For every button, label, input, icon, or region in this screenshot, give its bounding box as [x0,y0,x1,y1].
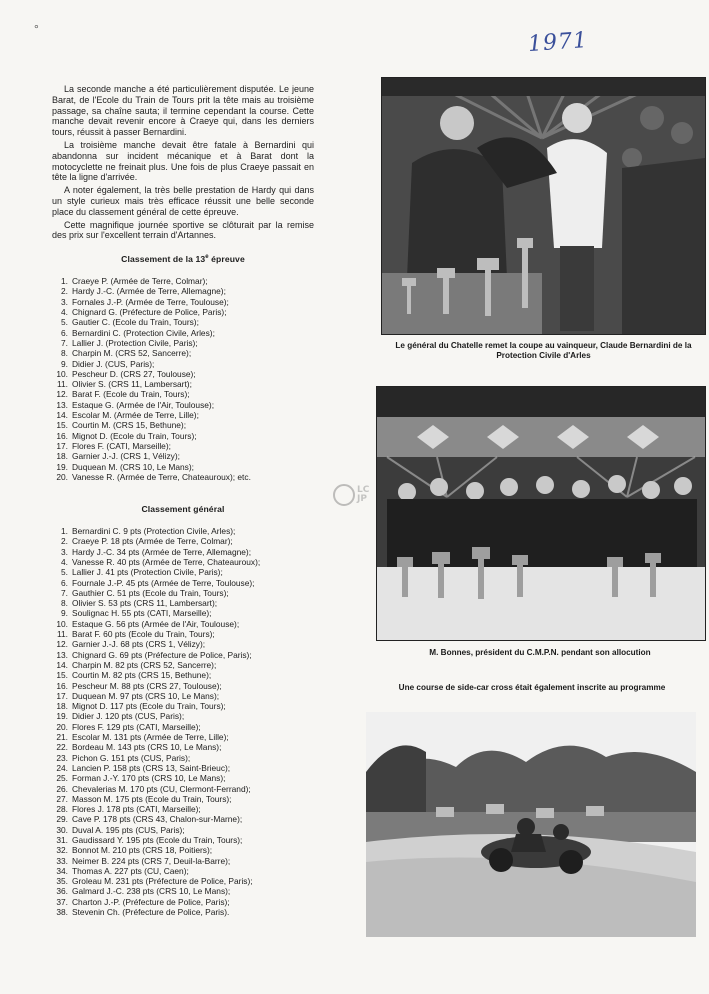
stage-ranking-entry [52,420,314,430]
stage-ranking-entry-text: Fornales J.-P. (Armée de Terre, Toulouse); [72,296,229,307]
general-ranking-entry [52,825,314,835]
general-ranking-rank-number: 25. [56,773,68,784]
general-ranking-entry-text: Neimer B. 224 pts (CRS 7, Deuil-la-Barre); [72,855,231,866]
general-ranking-rank-number: 18. [56,701,68,712]
stage-ranking-rank-number: 5. [61,317,68,328]
intro-paragraph: La seconde manche a été particulièrement disputée. Le jeune Barat, de l'Ecole du Train de Tours prit la tête mais au troisième passage, sa chaîne sauta; il termine cependant la course. Cette manche devait revenir encore à Craeye qui, dans les derniers tours, réussit à passer Bernardini. [52,84,314,138]
general-ranking-entry [52,660,314,670]
general-ranking-rank-number: 5. [61,567,68,578]
general-ranking-entry [52,629,314,639]
stage-ranking-entry-text: Mignot D. (Ecole du Train, Tours); [72,430,197,441]
general-ranking-rank-number: 20. [56,721,68,732]
general-ranking-entry [52,536,314,546]
faded-stamp [333,480,373,510]
general-ranking-entry-text: Groleau M. 231 pts (Préfecture de Police, Paris); [72,876,253,887]
general-ranking-rank-number: 37. [56,896,68,907]
general-ranking-entry-text: Stevenin Ch. (Préfecture de Police, Paris). [72,907,230,918]
intro-paragraph: A noter également, la très belle prestation de Hardy qui dans un style curieux mais très efficace réussit une belle seconde place du classement général de cette épreuve. [52,185,314,217]
stage-ranking-entry-text: Courtin M. (CRS 15, Bethune); [72,420,187,431]
general-ranking-entry-text: Lancien P. 158 pts (CRS 13, Saint-Brieuc); [72,762,231,773]
stage-ranking-entry [52,317,314,327]
general-ranking-rank-number: 3. [61,546,68,557]
intro-paragraph: Cette magnifique journée sportive se clôturait par la remise des prix sur l'excellent terrain d'Artannes. [52,219,314,241]
sidecar-race-photo [366,712,696,937]
stage-ranking-rank-number: 16. [56,430,68,441]
stage-ranking-entry [52,410,314,420]
general-ranking-entry [52,856,314,866]
general-ranking-rank-number: 21. [56,732,68,743]
general-ranking-rank-number: 4. [61,556,68,567]
stage-ranking-entry-text: Hardy J.-C. (Armée de Terre, Allemagne); [72,286,226,297]
general-ranking-entry-text: Fournale J.-P. 45 pts (Armée de Terre, Toulouse); [72,577,255,588]
general-ranking-entry-text: Flores F. 129 pts (CATI, Marseille); [72,721,201,732]
general-ranking-rank-number: 1. [61,526,68,537]
general-ranking-rank-number: 17. [56,690,68,701]
general-ranking-rank-number: 13. [56,649,68,660]
stage-ranking-entry-text: Barat F. (Ecole du Train, Tours); [72,389,190,400]
general-ranking-entry [52,711,314,721]
general-ranking-entry [52,619,314,629]
general-ranking-entry-text: Escolar M. 131 pts (Armée de Terre, Lille); [72,732,229,743]
general-ranking-entry [52,814,314,824]
general-ranking-entry-text: Duquean M. 97 pts (CRS 10, Le Mans); [72,690,220,701]
general-ranking-entry-text: Cave P. 178 pts (CRS 43, Chalon-sur-Marne); [72,814,243,825]
general-ranking-rank-number: 23. [56,752,68,763]
general-ranking-rank-number: 38. [56,907,68,918]
general-ranking-entry-text: Duval A. 195 pts (CUS, Paris); [72,824,185,835]
general-ranking-entry [52,784,314,794]
stage-ranking-entry-text: Bernardini C. (Protection Civile, Arles); [72,327,215,338]
stage-ranking-entry [52,328,314,338]
general-ranking-entry [52,670,314,680]
general-ranking-entry [52,876,314,886]
general-ranking-entry-text: Barat F. 60 pts (Ecole du Train, Tours); [72,629,215,640]
general-ranking-entry [52,742,314,752]
stage-ranking-list [52,276,314,482]
general-ranking-rank-number: 36. [56,886,68,897]
general-ranking-entry [52,886,314,896]
stage-ranking-rank-number: 19. [56,461,68,472]
stage-ranking-rank-number: 8. [61,348,68,359]
trophy-photo-caption: Le général du Chatelle remet la coupe au vainqueur, Claude Bernardini de la Protection Civile d'Arles [395,341,692,360]
stage-ranking-entry-text: Charpin M. (CRS 52, Sancerre); [72,348,192,359]
stage-ranking-entry [52,400,314,410]
general-ranking-entry [52,547,314,557]
stage-ranking-entry [52,338,314,348]
stage-ranking-rank-number: 13. [56,399,68,410]
general-ranking-entry [52,691,314,701]
general-ranking-rank-number: 22. [56,742,68,753]
general-ranking-entry [52,804,314,814]
general-ranking-rank-number: 34. [56,865,68,876]
stage-ranking-entry-text: Garnier J.-J. (CRS 1, Vélizy); [72,451,180,462]
stage-ranking-entry-text: Lallier J. (Protection Civile, Paris); [72,337,198,348]
general-ranking-title: Classement général [141,504,225,515]
general-ranking-rank-number: 29. [56,814,68,825]
stage-ranking-entry [52,441,314,451]
general-ranking-entry [52,835,314,845]
general-ranking-entry [52,907,314,917]
general-ranking-entry [52,845,314,855]
general-ranking-entry-text: Masson M. 175 pts (Ecole du Train, Tours); [72,793,232,804]
general-ranking-entry-text: Forman J.-Y. 170 pts (CRS 10, Le Mans); [72,773,226,784]
stamp-text-bottom: JP [357,494,367,504]
general-ranking-entry [52,526,314,536]
general-ranking-rank-number: 16. [56,680,68,691]
stage-ranking-entry [52,472,314,482]
general-ranking-entry-text: Gauthier C. 51 pts (Ecole du Train, Tours); [72,587,229,598]
stage-ranking-rank-number: 11. [56,379,68,390]
general-ranking-entry-text: Lallier J. 41 pts (Protection Civile, Paris); [72,567,223,578]
general-ranking-rank-number: 32. [56,845,68,856]
stage-ranking-entry-text: Craeye P. (Armée de Terre, Colmar); [72,276,208,287]
stage-ranking-rank-number: 1. [61,276,68,287]
stage-ranking-rank-number: 6. [61,327,68,338]
general-ranking-entry-text: Charpin M. 82 pts (CRS 52, Sancerre); [72,659,217,670]
general-ranking-entry [52,866,314,876]
stamp-circle-icon [333,484,355,506]
stage-ranking-rank-number: 2. [61,286,68,297]
stage-ranking-title: Classement de la 13e épreuve [121,254,245,265]
stage-ranking-entry [52,369,314,379]
stage-ranking-entry [52,451,314,461]
general-ranking-entry [52,557,314,567]
stage-ranking-entry [52,462,314,472]
stage-ranking-entry [52,348,314,358]
general-ranking-rank-number: 2. [61,536,68,547]
stage-ranking-rank-number: 4. [61,307,68,318]
handwritten-year: 1971 [527,27,589,58]
speech-photo [376,386,706,641]
speech-photo-caption: M. Bonnes, président du C.M.P.N. pendant son allocution [429,648,651,657]
stage-ranking-entry [52,431,314,441]
general-ranking-rank-number: 11. [56,629,68,640]
general-ranking-entry-text: Didier J. 120 pts (CUS, Paris); [72,711,185,722]
general-ranking-entry-text: Gaudissard Y. 195 pts (Ecole du Train, Tours); [72,835,243,845]
general-ranking-entry [52,598,314,608]
general-ranking-entry-text: Galmard J.-C. 238 pts (CRS 10, Le Mans); [72,886,231,897]
general-ranking-rank-number: 7. [61,587,68,598]
general-ranking-rank-number: 28. [56,804,68,815]
general-ranking-entry-text: Bernardini C. 9 pts (Protection Civile, Arles); [72,526,236,537]
general-ranking-entry-text: Bonnot M. 210 pts (CRS 18, Poitiers); [72,845,213,856]
general-ranking-entry [52,753,314,763]
stage-ranking-entry-text: Didier J. (CUS, Paris); [72,358,155,369]
stage-ranking-entry [52,389,314,399]
general-ranking-entry-text: Charton J.-P. (Préfecture de Police, Paris); [72,896,230,907]
general-ranking-entry-text: Thomas A. 227 pts (CU, Caen); [72,865,189,876]
stage-ranking-rank-number: 20. [56,471,68,482]
trophy-presentation-photo [381,77,706,335]
general-ranking-entry-text: Vanesse R. 40 pts (Armée de Terre, Chateauroux); [72,556,261,567]
general-ranking-entry-text: Craeye P. 18 pts (Armée de Terre, Colmar); [72,536,233,547]
general-ranking-entry [52,773,314,783]
stage-ranking-rank-number: 18. [56,451,68,462]
general-ranking-entry-text: Flores J. 178 pts (CATI, Marseille); [72,804,201,815]
stage-ranking-entry-text: Chignard G. (Préfecture de Police, Paris); [72,307,227,318]
general-ranking-rank-number: 24. [56,762,68,773]
general-ranking-entry [52,608,314,618]
general-ranking-entry-text: Pichon G. 151 pts (CUS, Paris); [72,752,191,763]
sidecar-photo-caption: Une course de side-car cross était également inscrite au programme [398,683,666,692]
general-ranking-entry-text: Garnier J.-J. 68 pts (CRS 1, Vélizy); [72,639,206,650]
general-ranking-entry-text: Olivier S. 53 pts (CRS 11, Lambersart); [72,598,218,609]
general-ranking-rank-number: 33. [56,855,68,866]
stage-ranking-entry [52,276,314,286]
general-ranking-entry [52,578,314,588]
stage-ranking-entry-text: Gautier C. (Ecole du Train, Tours); [72,317,199,328]
stage-ranking-entry-text: Duquean M. (CRS 10, Le Mans); [72,461,194,472]
stage-ranking-rank-number: 17. [56,440,68,451]
general-ranking-entry-text: Bordeau M. 143 pts (CRS 10, Le Mans); [72,742,222,753]
general-ranking-rank-number: 8. [61,598,68,609]
general-ranking-entry-text: Chignard G. 69 pts (Préfecture de Police, Paris); [72,649,252,660]
general-ranking-entry-text: Mignot D. 117 pts (Ecole du Train, Tours); [72,701,226,712]
general-ranking-entry-text: Soulignac H. 55 pts (CATI, Marseille); [72,608,212,619]
general-ranking-rank-number: 14. [56,659,68,670]
stage-ranking-entry-text: Estaque G. (Armée de l'Air, Toulouse); [72,399,215,410]
stage-ranking-rank-number: 15. [56,420,68,431]
general-ranking-rank-number: 35. [56,876,68,887]
stage-ranking-entry-text: Pescheur D. (CRS 27, Toulouse); [72,368,196,379]
stage-ranking-rank-number: 9. [61,358,68,369]
stage-ranking-rank-number: 10. [56,368,68,379]
general-ranking-entry-text: Courtin M. 82 pts (CRS 15, Bethune); [72,670,212,681]
stage-ranking-rank-number: 7. [61,337,68,348]
general-ranking-entry-text: Hardy J.-C. 34 pts (Armée de Terre, Allemagne); [72,546,252,557]
general-ranking-entry [52,763,314,773]
stage-ranking-entry-text: Flores F. (CATI, Marseille); [72,440,171,451]
general-ranking-rank-number: 12. [56,639,68,650]
stage-ranking-entry [52,286,314,296]
general-ranking-entry-text: Chevalerias M. 170 pts (CU, Clermont-Ferrand); [72,783,251,794]
general-ranking-entry-text: Estaque G. 56 pts (Armée de l'Air, Toulouse); [72,618,240,629]
stage-ranking-entry [52,297,314,307]
general-ranking-entry [52,567,314,577]
general-ranking-entry [52,650,314,660]
general-ranking-entry [52,639,314,649]
general-ranking-rank-number: 30. [56,824,68,835]
intro-paragraph: La troisième manche devait être fatale à Bernardini qui abandonna sur incident mécanique et à Barat dont la motocyclette ne freinait plus. Une fois de plus Craeye passait en tête la ligne d'arrivée. [52,139,314,183]
stage-ranking-entry-text: Escolar M. (Armée de Terre, Lille); [72,410,199,421]
general-ranking-rank-number: 27. [56,793,68,804]
general-ranking-entry [52,701,314,711]
general-ranking-rank-number: 6. [61,577,68,588]
general-ranking-list [52,526,314,917]
stage-ranking-rank-number: 12. [56,389,68,400]
general-ranking-entry [52,588,314,598]
general-ranking-rank-number: 31. [56,835,68,845]
general-ranking-entry [52,681,314,691]
general-ranking-entry [52,794,314,804]
general-ranking-entry [52,722,314,732]
stage-ranking-rank-number: 14. [56,410,68,421]
stage-ranking-entry [52,359,314,369]
general-ranking-rank-number: 9. [61,608,68,619]
stage-ranking-entry-text: Vanesse R. (Armée de Terre, Chateauroux); etc. [72,471,251,482]
general-ranking-rank-number: 19. [56,711,68,722]
stamp-text-top: LC [357,485,370,495]
general-ranking-entry [52,897,314,907]
stage-ranking-rank-number: 3. [61,296,68,307]
stage-ranking-entry [52,307,314,317]
article-column [52,84,314,917]
stage-ranking-entry-text: Olivier S. (CRS 11, Lambersart); [72,379,192,390]
general-ranking-rank-number: 26. [56,783,68,794]
general-ranking-rank-number: 10. [56,618,68,629]
general-ranking-entry-text: Pescheur M. 88 pts (CRS 27, Toulouse); [72,680,222,691]
stage-ranking-entry [52,379,314,389]
general-ranking-rank-number: 15. [56,670,68,681]
corner-mark: ° [34,22,39,36]
general-ranking-entry [52,732,314,742]
